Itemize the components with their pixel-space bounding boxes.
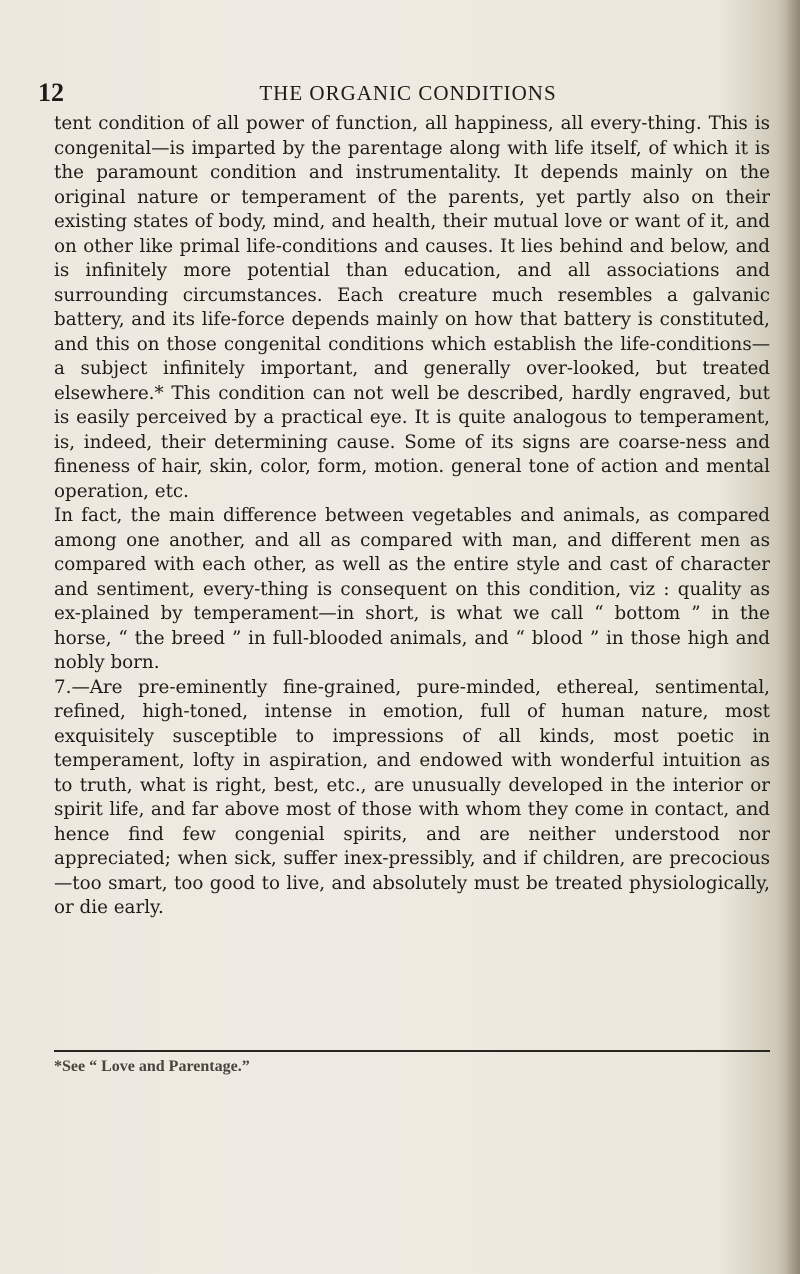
paragraph: tent condition of all power of function, all happiness, all every-thing. This is congenital—is imparted by the parentage along with life itself, of which it is the paramount condition and instrumentality. It depends mainly on the original nature or temperament of the parents, yet partly also on their existing states of body, mind, and health, their mutual love or want of it, and on other like primal life-conditions and causes. It lies behind and below, and is infinitely more potential than education, and all associations and surrounding circumstances. Each creature much resembles a galvanic battery, and its life-force depends mainly on how that battery is constituted, and this on those congenital conditions which establish the life-conditions—a subject infinitely important, and generally over-looked, but treated elsewhere.* This condition can not well be described, hardly engraved, but is easily perceived by a practical eye. It is quite analogous to temperament, is, indeed, their determining cause. Some of its signs are coarse-ness and fineness of hair, skin, color, form, motion. general tone of action and mental operation, etc.	[54, 113, 770, 502]
page-header	[38, 78, 778, 110]
footnote-rule	[54, 1050, 770, 1052]
running-head: THE ORGANIC CONDITIONS	[259, 81, 557, 105]
footnote: *See “ Love and Parentage.”	[54, 1058, 250, 1075]
body-text	[54, 112, 770, 921]
paragraph: 7.—Are pre-eminently fine-grained, pure-minded, ethereal, sentimental, refined, high-toned, intense in emotion, full of human nature, most exquisitely susceptible to impressions of all kinds, most poetic in temperament, lofty in aspiration, and endowed with wonderful intuition as to truth, what is right, best, etc., are unusually developed in the interior or spirit life, and far above most of those with whom they come in contact, and hence find few congenial spirits, and are neither understood nor appreciated; when sick, suffer inex-pressibly, and if children, are precocious—too smart, too good to live, and absolutely must be treated physiologically, or die early.	[54, 676, 770, 918]
paragraph: In fact, the main difference between vegetables and animals, as compared among one another, and all as compared with man, and different men as compared with each other, as well as the entire style and cast of character and sentiment, every-thing is consequent on this condition, viz : quality as ex-plained by temperament—in short, is what we call “ bottom ” in the horse, “ the breed ” in full-blooded animals, and “ blood ” in those high and nobly born.	[54, 505, 770, 673]
page-number: 12	[38, 78, 64, 107]
page-edge-shadow	[786, 0, 800, 1274]
